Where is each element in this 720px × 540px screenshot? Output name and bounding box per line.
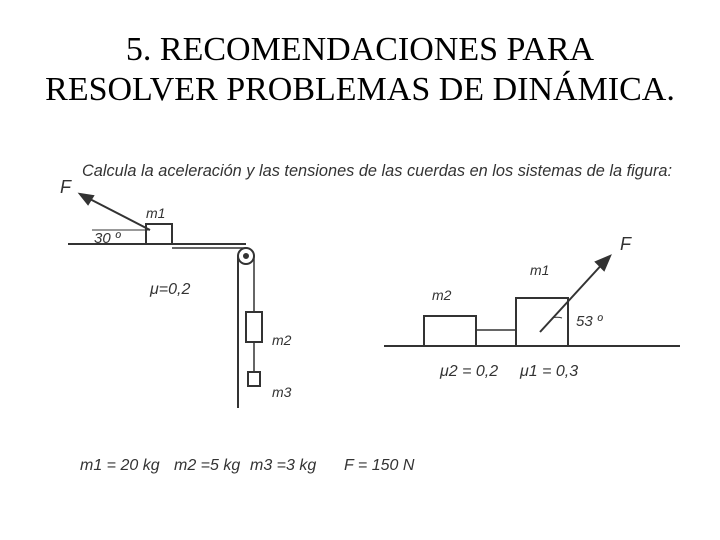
given-m2: m2 =5 kg <box>174 457 241 474</box>
force-arrow <box>84 196 150 230</box>
m1-label-right: m1 <box>530 262 550 278</box>
force-label-right: F <box>620 234 631 254</box>
pulley-axle <box>244 254 248 258</box>
left-system <box>68 194 262 408</box>
force-arrowhead <box>80 194 93 204</box>
block-m2-right <box>424 316 476 346</box>
block-m1-right <box>516 298 568 346</box>
block-m3 <box>248 372 260 386</box>
m1-label-left: m1 <box>146 205 166 221</box>
given-m3: m3 =3 kg <box>250 457 317 474</box>
problem-instruction: Calcula la aceleración y las tensiones de las cuerdas en los sistemas de la figura: <box>82 161 673 180</box>
m3-label-left: m3 <box>272 384 292 400</box>
mu1-label-right: μ1 = 0,3 <box>520 363 579 380</box>
block-m1 <box>146 224 172 244</box>
m2-label-right: m2 <box>432 287 452 303</box>
given-m1: m1 = 20 kg <box>80 457 160 474</box>
angle-label-right: 53 º <box>576 313 603 330</box>
angle-label-left: 30 º <box>94 230 121 247</box>
m2-label-left: m2 <box>272 332 292 348</box>
slide-title-line-2: RESOLVER PROBLEMAS DE DINÁMICA. <box>45 71 675 108</box>
force-label-left: F <box>60 177 71 197</box>
mu2-label-right: μ2 = 0,2 <box>440 363 499 380</box>
block-m2 <box>246 312 262 342</box>
slide-title-line-1: 5. RECOMENDACIONES PARA <box>125 31 595 68</box>
mu-label-left: μ=0,2 <box>150 281 191 298</box>
angle-arc-right <box>552 317 562 318</box>
given-force: F = 150 N <box>344 457 415 474</box>
